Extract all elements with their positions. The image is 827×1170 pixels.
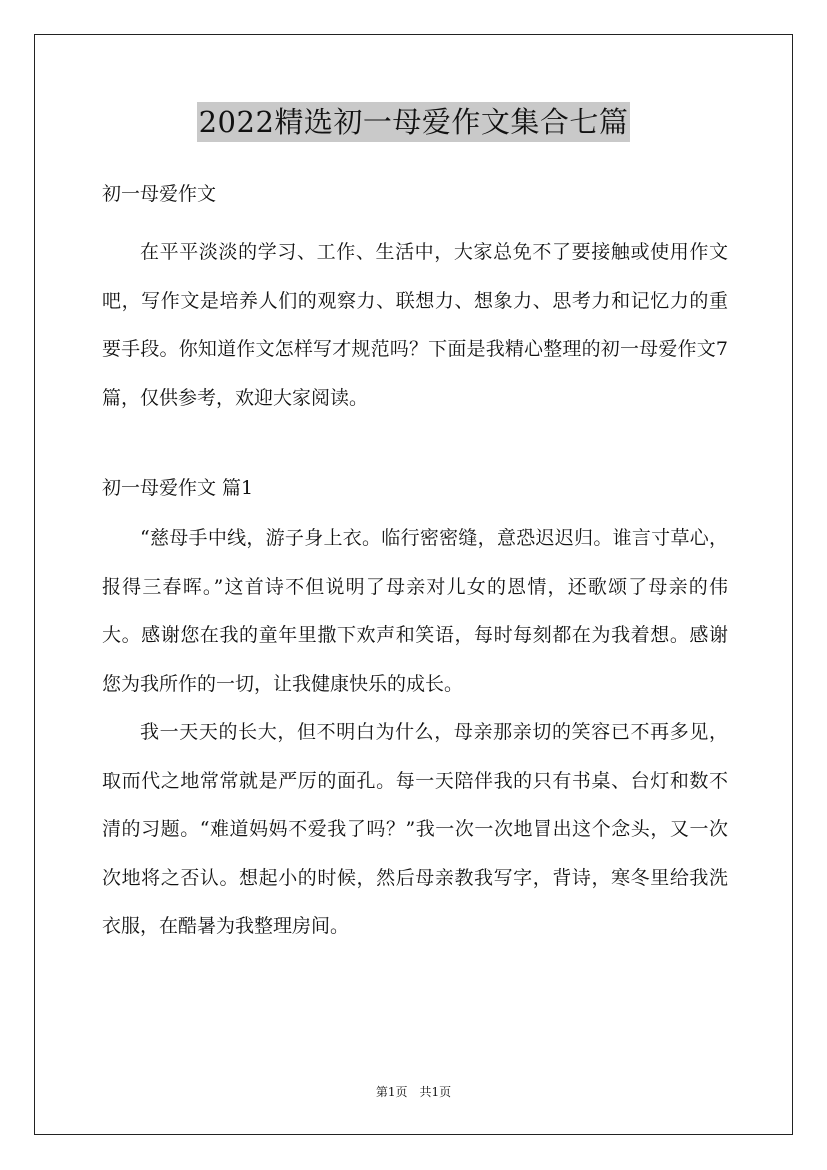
section1-paragraph-1: “慈母手中线，游子身上衣。临行密密缝，意恐迟迟归。谁言寸草心，报得三春晖。”这首诗不但说明了母亲对儿女的恩情，还歌颂了母亲的伟大。感谢您在我的童年里撒下欢声和笑语，每时每刻都在为我着想。感谢您为我所作的一切，让我健康快乐的成长。 (102, 527, 728, 695)
section1-paragraph-2: 我一天天的长大，但不明白为什么，母亲那亲切的笑容已不再多见，取而代之地常常就是严厉的面孔。每一天陪伴我的只有书桌、台灯和数不清的习题。“难道妈妈不爱我了吗？”我一次一次地冒出这个念头，又一次次地将之否认。想起小的时候，然后母亲教我写字，背诗，寒冬里给我洗衣服，在酷暑为我整理房间。 (102, 721, 728, 937)
spacer (102, 214, 728, 228)
section1-heading: 初一母爱作文 篇1 (102, 477, 254, 499)
page-footer: 第1页 共1页 (375, 1085, 452, 1099)
intro-paragraph: 在平平淡淡的学习、工作、生活中，大家总免不了要接触或使用作文吧，写作文是培养人们的观察力、联想力、想象力、思考力和记忆力的重要手段。你知道作文怎样写才规范吗？下面是我精心整理的初一母爱作文7篇，仅供参考，欢迎大家阅读。 (102, 241, 728, 409)
document-title: 2022精选初一母爱作文集合七篇 (197, 102, 631, 142)
intro-heading: 初一母爱作文 (102, 183, 217, 205)
document-body (102, 174, 728, 951)
title-container (0, 102, 827, 142)
spacer (102, 422, 728, 468)
